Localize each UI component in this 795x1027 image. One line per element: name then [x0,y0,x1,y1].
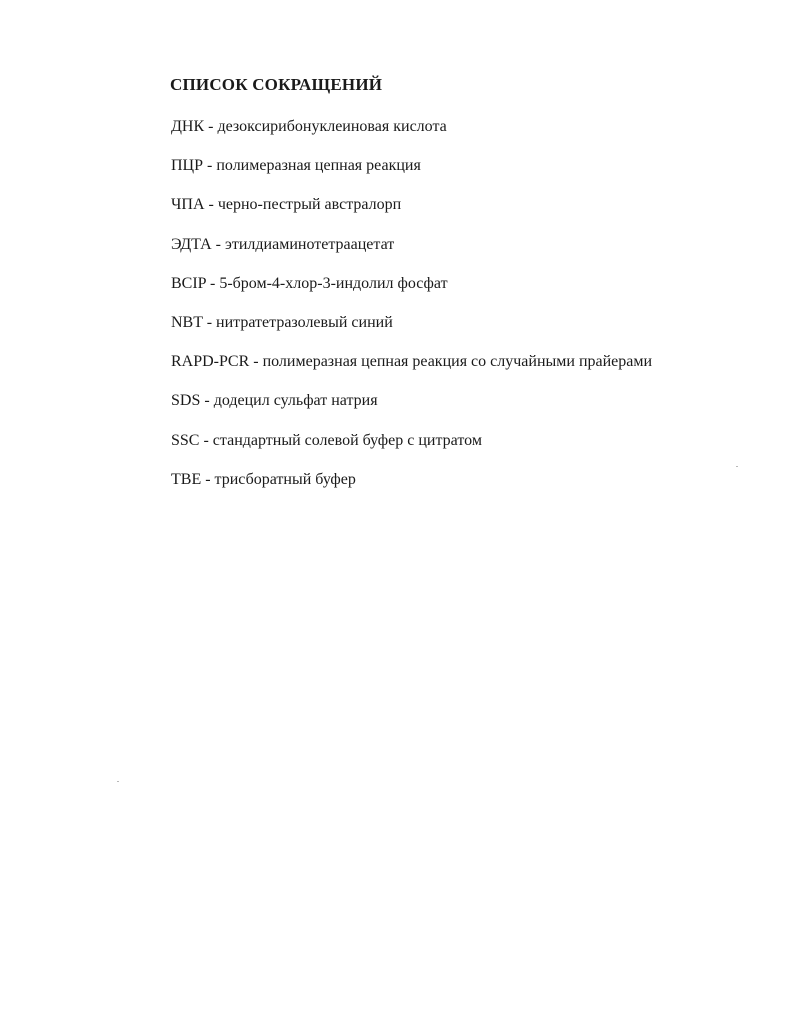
separator: - [202,313,217,331]
abbreviation-term: TBE [171,470,202,488]
separator: - [205,274,220,292]
abbreviation-definition: черно-пестрый австралорп [217,196,402,214]
abbreviation-list [171,116,771,508]
separator: - [200,392,214,410]
separator: - [201,470,215,488]
list-item [171,430,771,469]
scan-speck [117,781,119,782]
abbreviation-term: SSC [171,431,200,449]
abbreviation-term: ЭДТА [171,235,212,253]
separator: - [249,353,263,371]
abbreviation-term: NBT [171,313,203,331]
list-item [171,194,771,233]
abbreviation-term: RAPD-PCR [171,353,250,371]
abbreviation-definition: полимеразная цепная реакция со случайными прайерами [262,353,653,371]
abbreviation-definition: 5-бром-4-хлор-3-индолил фосфат [219,274,448,292]
scan-speck [736,466,738,467]
list-item [171,155,771,194]
abbreviation-definition: нитратетразолевый синий [216,313,393,331]
abbreviation-term: SDS [171,392,201,410]
list-item [171,116,771,155]
separator: - [204,118,218,135]
list-item [171,469,771,508]
list-item [171,273,771,312]
abbreviation-term: ПЦР [171,157,204,175]
abbreviation-definition: трисборатный буфер [214,470,356,488]
abbreviation-term: ЧПА [171,196,205,214]
abbreviation-definition: дезоксирибонуклеиновая кислота [217,118,447,135]
list-item [171,234,771,273]
separator: - [203,157,217,175]
abbreviation-term: ДНК [171,118,205,135]
abbreviation-definition: додецил сульфат натрия [213,392,378,410]
separator: - [211,235,225,253]
abbreviation-definition: этилдиаминотетраацетат [225,235,395,253]
page-title: СПИСОК СОКРАЩЕНИЙ [170,75,383,94]
abbreviation-definition: полимеразная цепная реакция [216,157,421,175]
abbreviation-definition: стандартный солевой буфер с цитратом [212,431,482,449]
abbreviation-term: BCIP [171,274,206,292]
list-item [171,390,771,429]
separator: - [204,196,218,214]
list-item [171,351,771,390]
separator: - [199,431,213,449]
list-item [171,312,771,351]
